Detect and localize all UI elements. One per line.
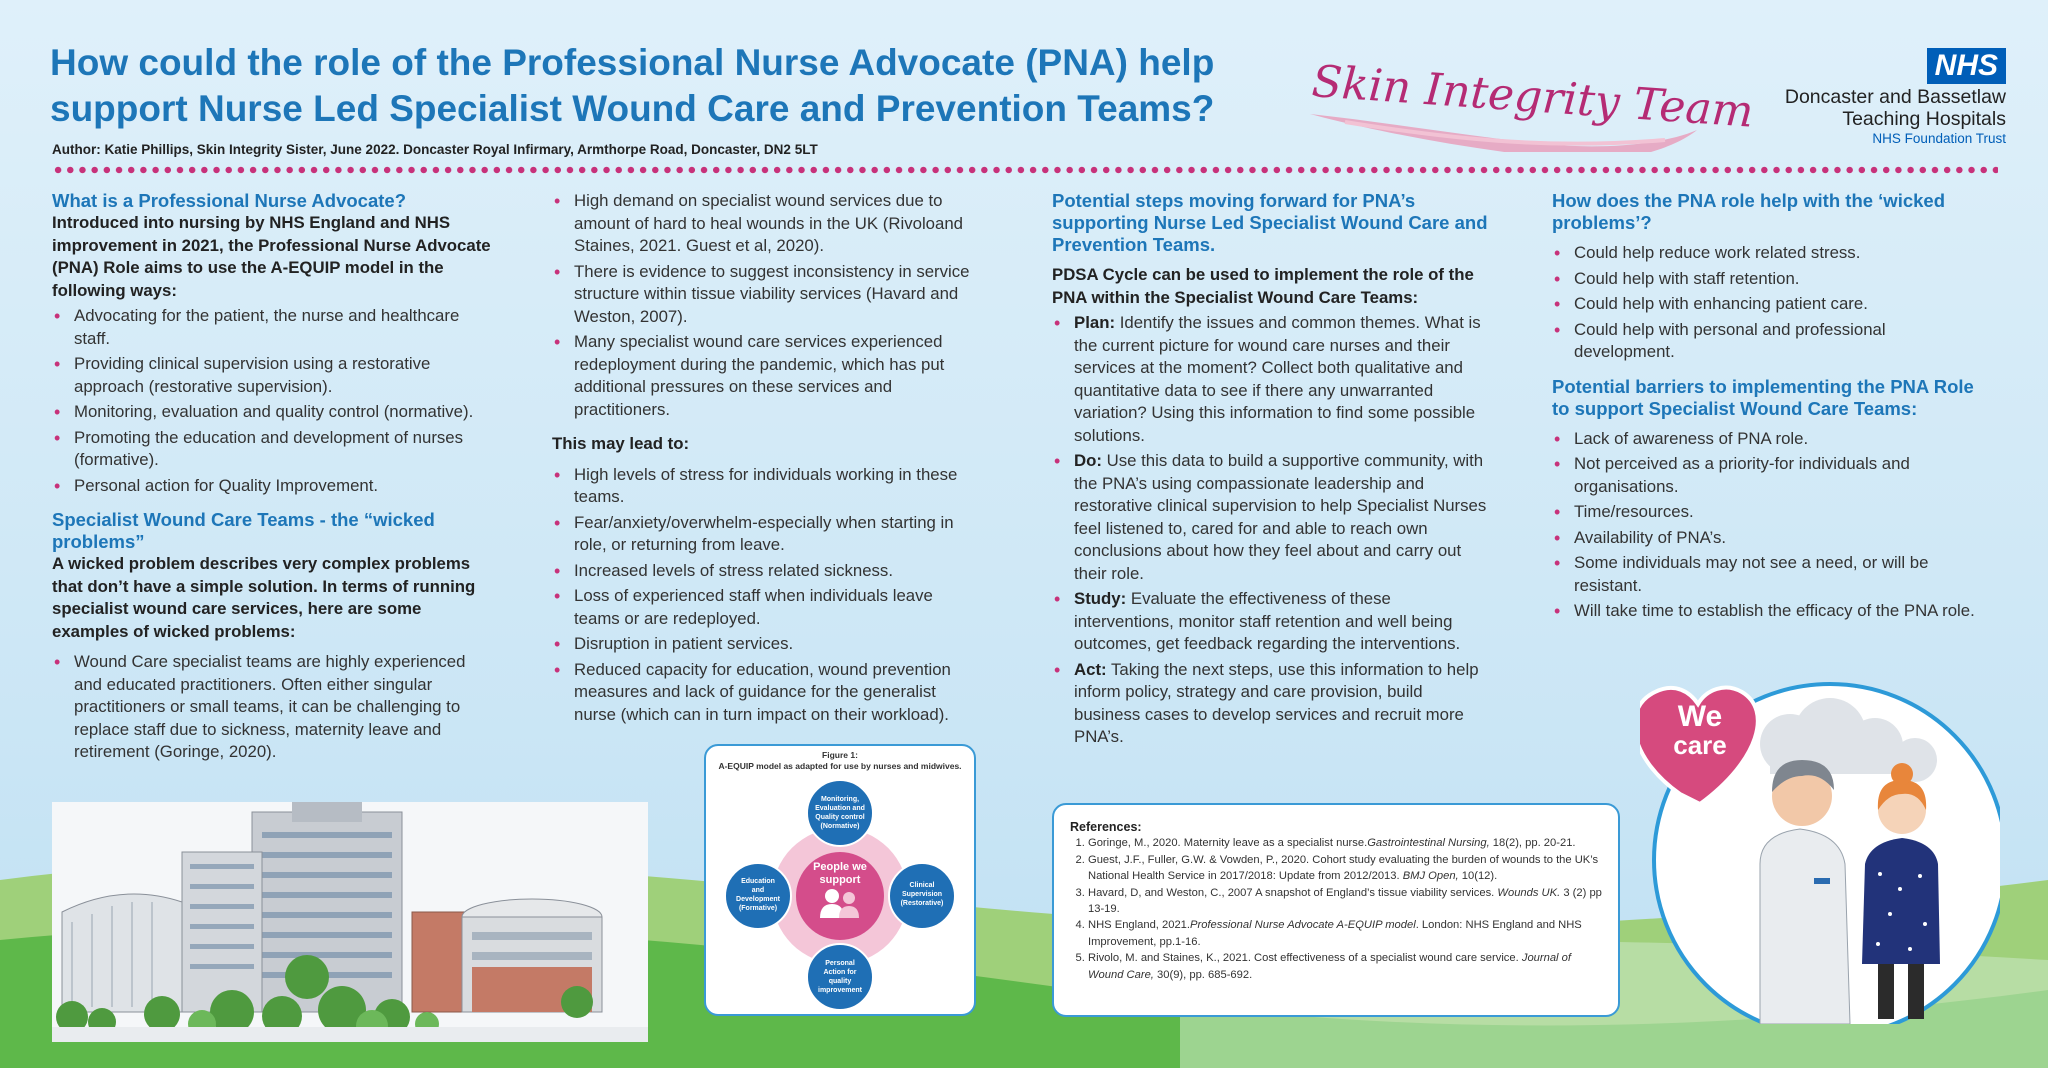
heading-potential-steps: Potential steps moving forward for PNA’s supporting Nurse Led Specialist Wound Care and Prevention Teams. bbox=[1052, 190, 1488, 255]
node-text: Development bbox=[736, 896, 780, 903]
reference-item bbox=[1088, 885, 1602, 918]
list-item: • Could help with enhancing patient care. bbox=[1552, 293, 1982, 316]
reference-source: Professional Nurse Advocate A-EQUIP model bbox=[1190, 919, 1416, 932]
list-item: • Reduced capacity for education, wound prevention measures and lack of guidance for the generalist nurse (which can in turn impact on their workload). bbox=[552, 659, 982, 727]
node-text: Action for bbox=[823, 969, 857, 976]
node-text: (Formative) bbox=[738, 905, 778, 912]
list-item: • There is evidence to suggest inconsistency in service structure within tissue viability services (Havard and Weston, 2007). bbox=[552, 261, 982, 329]
list-item: • Not perceived as a priority-for individuals and organisations. bbox=[1552, 453, 1982, 498]
list-item: • Monitoring, evaluation and quality control (normative). bbox=[52, 401, 492, 424]
a-equip-diagram bbox=[706, 746, 974, 1014]
reference-details: . London: NHS England and NHS Improvement, pp.1-16. bbox=[1088, 919, 1582, 948]
node-text: Education bbox=[741, 878, 775, 885]
step-label: Plan: bbox=[1074, 313, 1116, 332]
list-item: • Providing clinical supervision using a restorative approach (restorative supervision). bbox=[52, 353, 492, 398]
list-item: • Could help with staff retention. bbox=[1552, 268, 1982, 291]
author-line: Author: Katie Phillips, Skin Integrity Sister, June 2022. Doncaster Royal Infirmary, Armthorpe Road, Doncaster, DN2 5LT bbox=[52, 142, 818, 157]
trust-name bbox=[1785, 86, 2006, 148]
figure-title-line2: A-EQUIP model as adapted for use by nurses and midwives. bbox=[718, 761, 962, 771]
reference-details: 30(9), pp. 685-692. bbox=[1153, 968, 1253, 981]
we-care-line2: care bbox=[1673, 730, 1727, 760]
reference-text: Havard, D, and Weston, C., 2007 A snapshot of England’s tissue viability services. bbox=[1088, 886, 1498, 899]
column-4 bbox=[1552, 190, 1982, 623]
heading-barriers: Potential barriers to implementing the PNA Role to support Specialist Wound Care Teams: bbox=[1552, 375, 1974, 419]
list-item: • Will take time to establish the efficacy of the PNA role. bbox=[1552, 600, 1982, 623]
column-1 bbox=[52, 190, 492, 764]
reference-item bbox=[1088, 950, 1602, 983]
pdsa-steps-list bbox=[1052, 312, 1492, 749]
nhs-logo: NHS bbox=[1927, 48, 2006, 84]
node-text: and bbox=[751, 887, 765, 894]
step-text: Evaluate the effectiveness of these interventions, monitor staff retention and well being outcomes, get feedback regarding the interventions. bbox=[1074, 589, 1461, 653]
list-item: • Loss of experienced staff when individuals leave teams or are redeployed. bbox=[552, 585, 982, 630]
step-label: Act: bbox=[1074, 659, 1107, 679]
pdsa-step-plan bbox=[1052, 312, 1492, 447]
node-quality-improvement bbox=[807, 944, 873, 1010]
list-item: • Wound Care specialist teams are highly experienced and educated practitioners. Often either singular practitioners or small teams, it can be challenging to replace staff due to sickness, maternity leave and retirement (Goringe, 2020). bbox=[52, 651, 492, 764]
list-item: • Time/resources. bbox=[1552, 501, 1982, 524]
reference-source: BMJ Open, bbox=[1402, 870, 1459, 883]
reference-text: NHS England, 2021. bbox=[1088, 919, 1190, 932]
list-item: • Personal action for Quality Improvement. bbox=[52, 475, 492, 498]
pdsa-intro: PDSA Cycle can be used to implement the role of the PNA within the Specialist Wound Care Teams: bbox=[1052, 265, 1474, 307]
node-text: Clinical bbox=[909, 882, 935, 889]
heading-pna-helps: How does the PNA role help with the ‘wicked problems’? bbox=[1552, 190, 1946, 233]
trust-name-line3: NHS Foundation Trust bbox=[1872, 131, 2006, 146]
node-text: Quality control bbox=[815, 814, 865, 821]
may-lead-to-label: This may lead to: bbox=[552, 434, 690, 453]
references-list bbox=[1070, 835, 1602, 983]
reference-item bbox=[1088, 835, 1602, 851]
list-item: • High demand on specialist wound services due to amount of hard to heal wounds in the UK (Rivoloand Staines, 2021. Guest et al, 2020). bbox=[552, 190, 982, 258]
references-heading: References: bbox=[1070, 820, 1142, 834]
hospital-illustration bbox=[52, 802, 648, 1042]
pna-intro: Introduced into nursing by NHS England and NHS improvement in 2021, the Professional Nurse Advocate (PNA) Role aims to use the A-EQUIP model in the following ways: bbox=[52, 213, 491, 300]
list-item: • Increased levels of stress related sickness. bbox=[552, 560, 982, 583]
list-item: • Promoting the education and development of nurses (formative). bbox=[52, 427, 492, 472]
references-box bbox=[1052, 803, 1620, 1017]
we-care-illustration bbox=[1640, 664, 2000, 1024]
center-label-line1: People we bbox=[813, 861, 867, 873]
step-text: Taking the next steps, use this information to help inform policy, strategy and care provision, build business cases to develop services and recruit more PNA’s. bbox=[1074, 659, 1479, 746]
node-restorative bbox=[889, 863, 955, 929]
step-text: Identify the issues and common themes. What is the current picture for wound care nurses and their services at the moment? Collect both qualitative and quantitative data to see if there any unwarranted variation? Using this information to find some possible solutions. bbox=[1074, 313, 1481, 445]
reference-source: Wounds UK. bbox=[1497, 886, 1561, 899]
reference-text: Rivolo, M. and Staines, K., 2021. Cost effectiveness of a specialist wound care service. bbox=[1088, 952, 1522, 965]
dotted-divider bbox=[52, 166, 1998, 174]
node-text: improvement bbox=[818, 987, 862, 994]
trust-name-line1: Doncaster and Bassetlaw bbox=[1784, 86, 2006, 108]
node-text: Evaluation and bbox=[815, 805, 865, 812]
wicked-problems-intro: A wicked problem describes very complex problems that don’t have a simple solution. In terms of running specialist wound care services, here are some examples of wicked problems: bbox=[52, 554, 476, 641]
list-item: • Lack of awareness of PNA role. bbox=[1552, 428, 1982, 451]
step-label: Do: bbox=[1074, 451, 1102, 470]
node-text: Monitoring, bbox=[820, 796, 860, 803]
node-text: Supervision bbox=[901, 891, 943, 898]
heading-what-is-pna: What is a Professional Nurse Advocate? bbox=[52, 190, 406, 211]
poster-title: How could the role of the Professional Nurse Advocate (PNA) help support Nurse Led Specialist Wound Care and Prevention Teams? bbox=[50, 42, 1215, 129]
hospital-building-icon bbox=[52, 802, 648, 1042]
node-text: (Normative) bbox=[820, 823, 860, 830]
pdsa-step-act bbox=[1052, 659, 1492, 749]
list-item: • High levels of stress for individuals working in these teams. bbox=[552, 464, 982, 509]
we-care-line1: We bbox=[1677, 700, 1723, 733]
pdsa-step-do bbox=[1052, 450, 1492, 585]
center-label-line2: support bbox=[819, 874, 861, 886]
figure-title-line1: Figure 1: bbox=[822, 750, 858, 760]
node-text: (Restorative) bbox=[900, 900, 944, 907]
list-item: • Could help with personal and professional development. bbox=[1552, 319, 1982, 364]
wicked-problems-list-continued bbox=[552, 190, 982, 421]
reference-text: Goringe, M., 2020. Maternity leave as a specialist nurse. bbox=[1088, 837, 1368, 850]
node-formative bbox=[725, 863, 791, 929]
list-item: • Availability of PNA’s. bbox=[1552, 527, 1982, 550]
reference-details: 18(2), pp. 20-21. bbox=[1489, 837, 1576, 850]
a-equip-figure bbox=[704, 744, 976, 1016]
node-text: Personal bbox=[825, 960, 855, 967]
step-label: Study: bbox=[1074, 589, 1127, 608]
wicked-problems-list bbox=[52, 651, 492, 764]
reference-item bbox=[1088, 852, 1602, 885]
reference-item bbox=[1088, 917, 1602, 950]
reference-source: Gastrointestinal Nursing, bbox=[1367, 837, 1490, 850]
trust-name-line2: Teaching Hospitals bbox=[1842, 108, 2006, 130]
reference-text: Guest, J.F., Fuller, G.W. & Vowden, P., 2020. Cohort study evaluating the burden of wounds to the UK’s National Health Service in 2017/2018: Update from 2012/2013. bbox=[1088, 853, 1599, 883]
step-text: Use this data to build a supportive community, with the PNA’s using compassionate leadership and restorative clinical supervision to help Specialist Nurses feel listened to, cared for and able to reach own conclusions about how they feel about and carry out their role. bbox=[1074, 451, 1487, 583]
list-item: • Could help reduce work related stress. bbox=[1552, 242, 1982, 265]
reference-source: Journal of Wound Care, bbox=[1088, 952, 1571, 981]
barriers-list bbox=[1552, 428, 1982, 623]
list-item: • Disruption in patient services. bbox=[552, 633, 982, 656]
pdsa-step-study bbox=[1052, 588, 1492, 656]
column-2 bbox=[552, 190, 982, 726]
pna-role-list bbox=[52, 305, 492, 497]
heading-wicked-problems: Specialist Wound Care Teams - the “wicked problems” bbox=[52, 509, 435, 552]
reference-details: 3 (2) pp 13-19. bbox=[1088, 886, 1602, 916]
node-text: quality bbox=[828, 978, 852, 985]
skin-integrity-team-logo: Skin Integrity Team bbox=[1310, 56, 1756, 138]
list-item: • Many specialist wound care services experienced redeployment during the pandemic, which has put additional pressures on these services and practitioners. bbox=[552, 331, 982, 421]
reference-details: 10(12). bbox=[1458, 870, 1498, 883]
column-3 bbox=[1052, 190, 1492, 749]
node-normative bbox=[807, 780, 873, 846]
consequences-list bbox=[552, 464, 982, 727]
list-item: • Some individuals may not see a need, or will be resistant. bbox=[1552, 552, 1982, 597]
pna-helps-list bbox=[1552, 242, 1982, 364]
list-item: • Advocating for the patient, the nurse and healthcare staff. bbox=[52, 305, 492, 350]
list-item: • Fear/anxiety/overwhelm-especially when starting in role, or returning from leave. bbox=[552, 512, 982, 557]
